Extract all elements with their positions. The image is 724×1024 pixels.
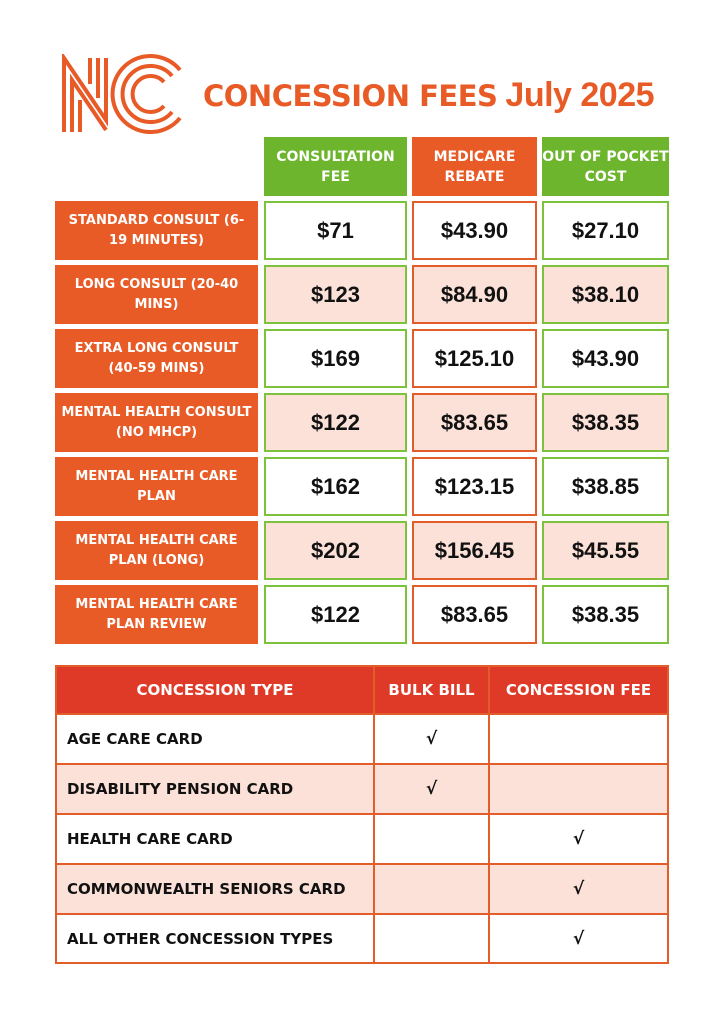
rebate-cell: $156.45 — [412, 521, 537, 580]
concession-fee-check: √ — [572, 829, 585, 849]
fee-cell: $71 — [264, 201, 407, 260]
column-header-medicare-rebate: MEDICARE REBATE — [412, 137, 537, 196]
page-title — [203, 72, 654, 118]
fee-cell: $122 — [264, 393, 407, 452]
fee-cell: $122 — [264, 585, 407, 644]
table-row — [57, 763, 667, 813]
concession-type-label: DISABILITY PENSION CARD — [57, 765, 375, 813]
title-main: CONCESSION FEES — [203, 79, 498, 113]
column-header-consultation-fee: CONSULTATION FEE — [264, 137, 407, 196]
bulk-bill-cell — [375, 815, 490, 863]
concession-fee-cell — [490, 765, 667, 813]
table-row — [57, 713, 667, 763]
out-of-pocket-cell: $38.35 — [542, 393, 669, 452]
bulk-bill-cell — [375, 915, 490, 962]
fee-cell: $123 — [264, 265, 407, 324]
row-label-mental-health-care-plan-long: MENTAL HEALTH CARE PLAN (LONG) — [55, 521, 258, 580]
row-label-mental-health-care-plan: MENTAL HEALTH CARE PLAN — [55, 457, 258, 516]
nc-logo — [60, 54, 184, 134]
out-of-pocket-cell: $45.55 — [542, 521, 669, 580]
out-of-pocket-cell: $43.90 — [542, 329, 669, 388]
rebate-cell: $83.65 — [412, 393, 537, 452]
bulk-bill-check: √ — [375, 765, 490, 813]
column-header-out-of-pocket: OUT OF POCKET COST — [542, 137, 669, 196]
concession-type-label: ALL OTHER CONCESSION TYPES — [57, 915, 375, 962]
column-header-concession-type: CONCESSION TYPE — [57, 667, 375, 713]
fee-cell: $162 — [264, 457, 407, 516]
concession-type-label: HEALTH CARE CARD — [57, 815, 375, 863]
fee-cell: $202 — [264, 521, 407, 580]
fee-cell: $169 — [264, 329, 407, 388]
bulk-bill-check: √ — [375, 715, 490, 763]
rebate-cell: $83.65 — [412, 585, 537, 644]
out-of-pocket-cell: $38.10 — [542, 265, 669, 324]
row-label-mental-health-care-plan-review: MENTAL HEALTH CARE PLAN REVIEW — [55, 585, 258, 644]
rebate-cell: $43.90 — [412, 201, 537, 260]
out-of-pocket-cell: $27.10 — [542, 201, 669, 260]
column-header-bulk-bill: BULK BILL — [375, 667, 490, 713]
concession-fee-check: √ — [572, 928, 585, 949]
table-row — [57, 813, 667, 863]
table-row — [57, 863, 667, 913]
rebate-cell: $123.15 — [412, 457, 537, 516]
row-label-mental-health-consult: MENTAL HEALTH CONSULT (NO MHCP) — [55, 393, 258, 452]
concession-table-header — [57, 667, 667, 713]
out-of-pocket-cell: $38.85 — [542, 457, 669, 516]
title-date: July 2025 — [505, 76, 655, 114]
table-row — [57, 913, 667, 962]
concession-fee-cell — [490, 715, 667, 763]
rebate-cell: $84.90 — [412, 265, 537, 324]
out-of-pocket-cell: $38.35 — [542, 585, 669, 644]
column-header-concession-fee: CONCESSION FEE — [505, 681, 652, 699]
nc-logo-graphic — [60, 54, 184, 134]
row-label-standard-consult: STANDARD CONSULT (6-19 MINUTES) — [55, 201, 258, 260]
rebate-cell: $125.10 — [412, 329, 537, 388]
concession-fee-check: √ — [572, 879, 585, 899]
bulk-bill-cell — [375, 865, 490, 913]
concession-table — [55, 665, 669, 964]
concession-type-label: AGE CARE CARD — [57, 715, 375, 763]
row-label-long-consult: LONG CONSULT (20-40 MINS) — [55, 265, 258, 324]
row-label-extra-long-consult: EXTRA LONG CONSULT (40-59 MINS) — [55, 329, 258, 388]
concession-type-label: COMMONWEALTH SENIORS CARD — [57, 865, 375, 913]
